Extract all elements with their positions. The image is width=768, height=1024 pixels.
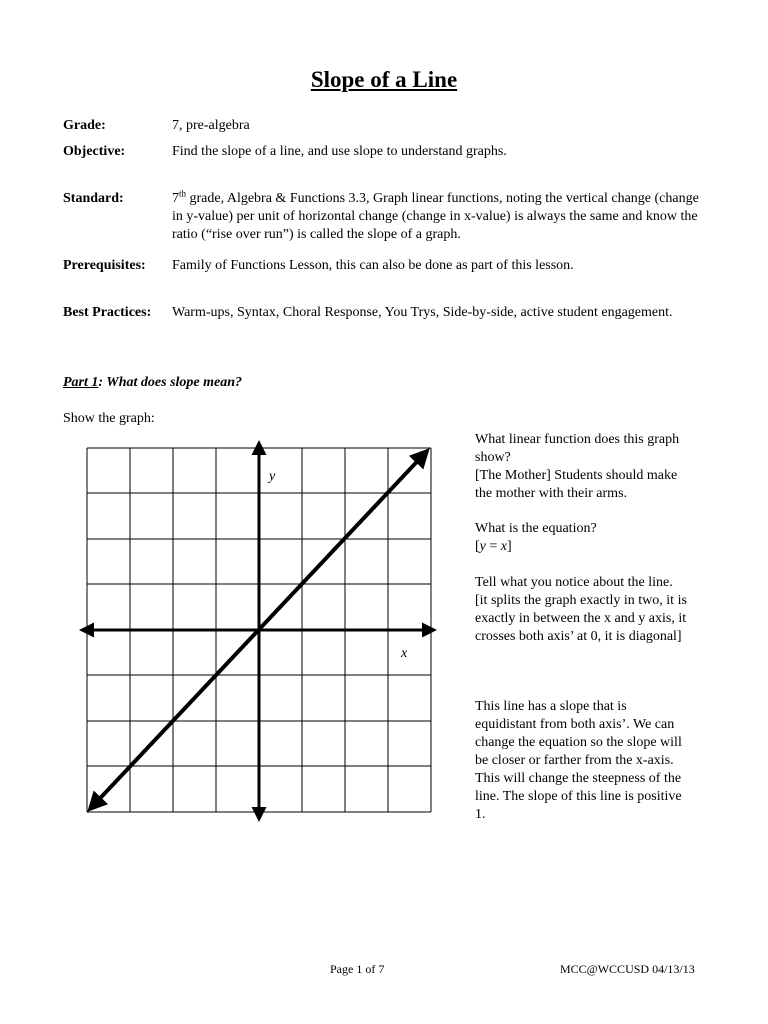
grade-value: 7, pre-algebra [172, 118, 250, 133]
page-title: Slope of a Line [310, 67, 458, 92]
page-number: Page 1 of 7 [330, 962, 385, 976]
y-axis-label: y [269, 469, 276, 484]
show-graph-text: Show the graph: [63, 411, 155, 426]
answer-notice: [it splits the graph exactly in two, it is exactly in between the x and y axis, it crosses both axis’ at 0, it is diagonal] [475, 593, 687, 644]
part1-title: : What does slope mean? [98, 375, 243, 390]
question-function: What linear function does this graph show? [475, 432, 680, 465]
standard-label: Standard: [63, 191, 124, 206]
standard-value [172, 190, 707, 244]
footer-id: MCC@WCCUSD 04/13/13 [560, 962, 695, 976]
prerequisites-value: Family of Functions Lesson, this can also be done as part of this lesson. [172, 258, 574, 273]
slope-paragraph: This line has a slope that is equidistant from both axis’. We can change the equation so the slope will be closer or farther from the x-axis. This will change the steepness of the line. The slope of this line is positive 1. [475, 699, 682, 822]
standard-ordinal: 7 [172, 191, 179, 206]
question-equation: What is the equation? [475, 521, 597, 536]
question-block-3 [475, 574, 690, 646]
bracket-open: [ [475, 539, 480, 554]
slope-explanation [475, 698, 690, 824]
best-practices-label: Best Practices: [63, 305, 152, 320]
question-block-2 [475, 520, 690, 556]
question-block-1 [475, 431, 690, 503]
coordinate-graph [70, 435, 440, 825]
eq-x: x [500, 539, 508, 554]
answer-equation [475, 538, 690, 556]
x-axis-label: x [401, 646, 408, 661]
standard-ordinal-sup: th [179, 188, 187, 199]
bracket-close: ] [507, 539, 512, 554]
objective-label: Objective: [63, 144, 126, 159]
part1-heading [63, 374, 242, 392]
objective-value: Find the slope of a line, and use slope to understand graphs. [172, 144, 507, 159]
part1-prefix: Part 1 [63, 375, 99, 390]
standard-text: grade, Algebra & Functions 3.3, Graph linear functions, noting the vertical change (change in y-value) per unit of horizontal change (change in x-value) is always the same and know the ratio (“rise over run”) is called the slope of a graph. [172, 191, 699, 242]
eq-sign: = [485, 539, 501, 554]
eq-y: y [479, 539, 486, 554]
answer-function: [The Mother] Students should make the mother with their arms. [475, 468, 678, 501]
grade-label: Grade: [63, 118, 106, 133]
best-practices-value: Warm-ups, Syntax, Choral Response, You Trys, Side-by-side, active student engagement. [172, 305, 673, 320]
question-notice: Tell what you notice about the line. [475, 575, 673, 590]
prerequisites-label: Prerequisites: [63, 258, 146, 273]
